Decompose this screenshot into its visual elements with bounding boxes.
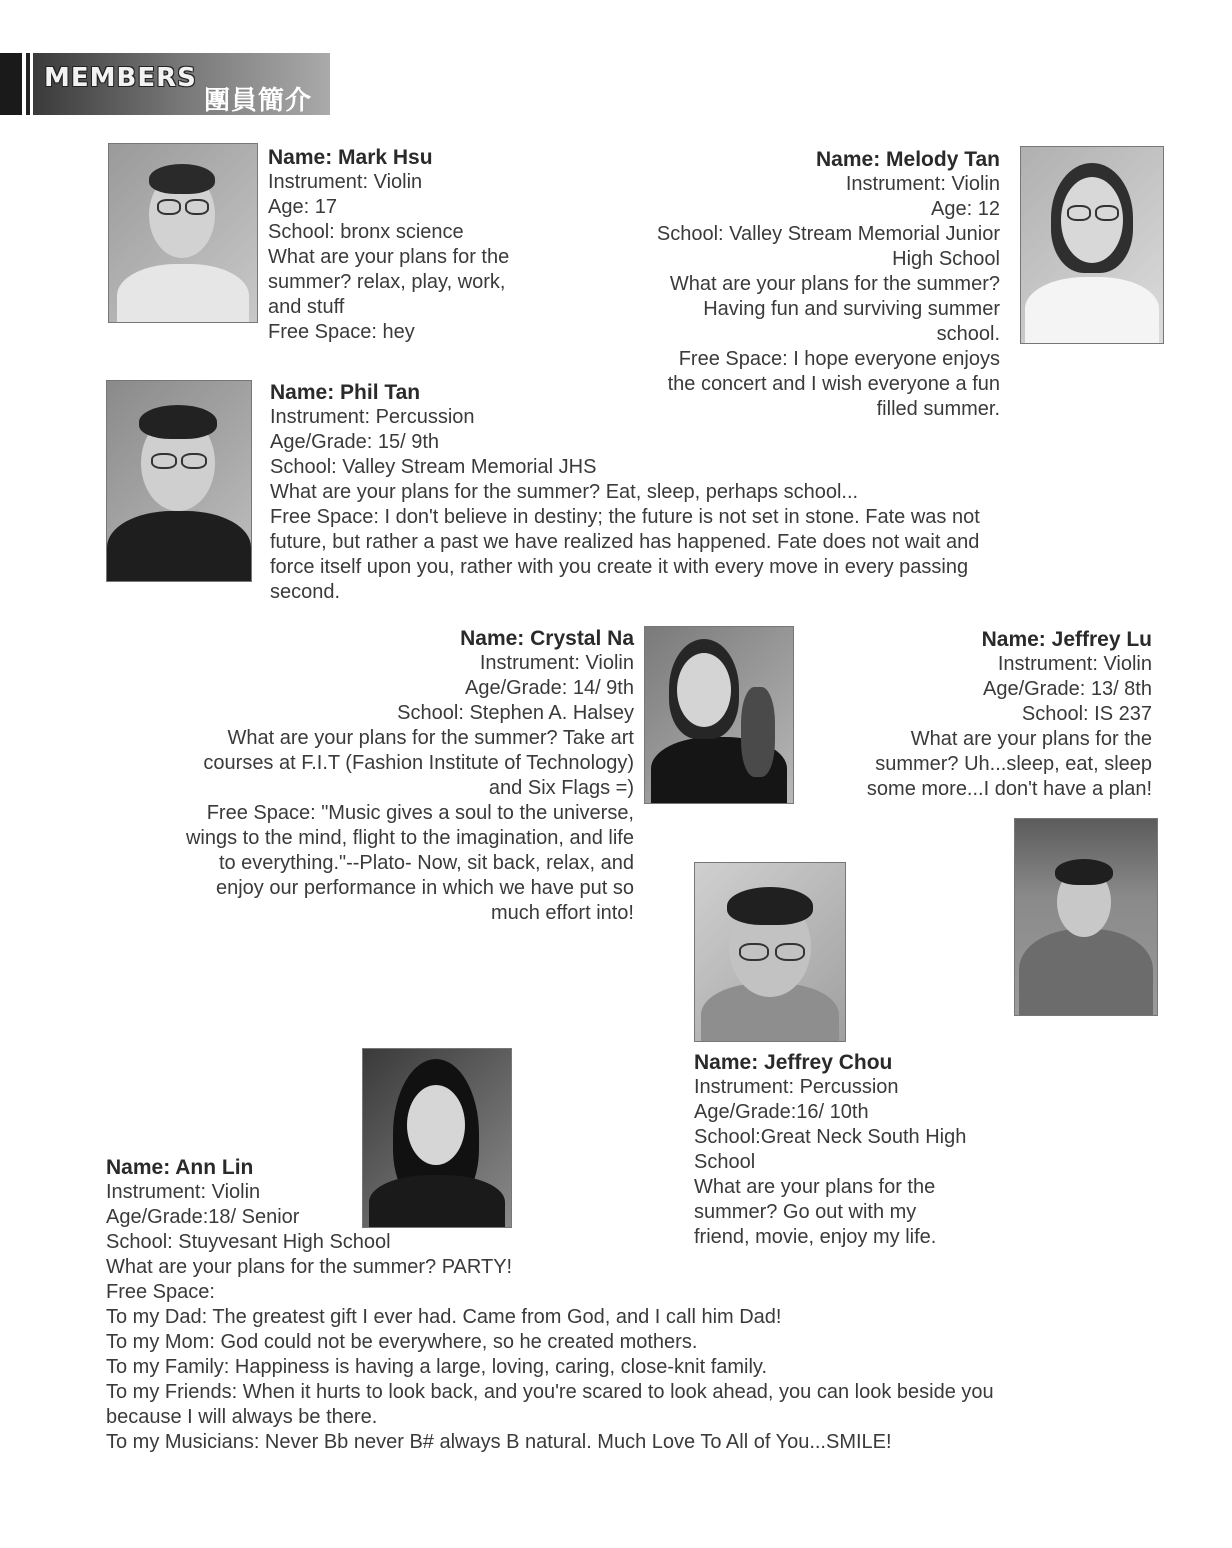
bio-line: School: Stephen A. Halsey [397, 702, 634, 724]
bio-line: What are your plans for the [694, 1176, 936, 1198]
bio-line: summer? relax, play, work, [268, 271, 506, 293]
bio-line: School: Stuyvesant High School [106, 1231, 391, 1253]
bio-line: School: bronx science [268, 221, 464, 243]
bio-line: Instrument: Percussion [270, 406, 475, 428]
member-name: Name: Jeffrey Lu [981, 628, 1152, 651]
photo-mark-hsu [108, 143, 258, 323]
bio-line: What are your plans for the summer? Take art [227, 727, 634, 749]
bio-line: School: IS 237 [1021, 703, 1152, 725]
bio-line: force itself upon you, rather with you create it with every move in every passing [270, 556, 969, 578]
bio-line: What are your plans for the [910, 728, 1152, 750]
member-name: Name: Phil Tan [270, 381, 421, 404]
bio-line: What are your plans for the summer? Eat, sleep, perhaps school... [270, 481, 859, 503]
member-name: Name: Crystal Na [460, 627, 634, 650]
photo-jeffrey-lu [1014, 818, 1158, 1016]
bio-line: Instrument: Violin [268, 171, 423, 193]
bio-line: and Six Flags =) [488, 777, 634, 799]
bio-line: Having fun and surviving summer [703, 298, 1000, 320]
bio-line: Instrument: Percussion [694, 1076, 899, 1098]
member-name: Name: Ann Lin [106, 1156, 254, 1179]
bio-line: Free Space: [106, 1281, 215, 1303]
bio-line: and stuff [268, 296, 345, 318]
bio-line: filled summer. [876, 398, 1000, 420]
bio-line: To my Dad: The greatest gift I ever had. Came from God, and I call him Dad! [106, 1306, 782, 1328]
bio-line: the concert and I wish everyone a fun [667, 373, 1000, 395]
bio-line: summer? Go out with my [694, 1201, 917, 1223]
bio-line: future, but rather a past we have realized has happened. Fate does not wait and [270, 531, 980, 553]
bio-line: Free Space: hey [268, 321, 415, 343]
bio-line: second. [270, 581, 341, 603]
bio-line: Age: 12 [931, 198, 1000, 220]
bio-line: To my Musicians: Never Bb never B# always B natural. Much Love To All of You...SMILE! [106, 1431, 892, 1453]
photo-melody-tan [1020, 146, 1164, 344]
section-title-en: MEMBERS [44, 63, 197, 93]
bio-line: To my Friends: When it hurts to look back, and you're scared to look ahead, you can look beside you [106, 1381, 994, 1403]
bio-line: What are your plans for the summer? [669, 273, 1000, 295]
bio-line: to everything."--Plato- Now, sit back, relax, and [218, 852, 634, 874]
bio-line: Free Space: I hope everyone enjoys [678, 348, 1000, 370]
section-title-zh: 團員簡介 [204, 86, 313, 116]
bio-line: courses at F.I.T (Fashion Institute of Technology) [203, 752, 634, 774]
bio-line: much effort into! [490, 902, 634, 924]
bio-line: School:Great Neck South High [694, 1126, 967, 1148]
bio-line: Age/Grade:18/ Senior [106, 1206, 300, 1228]
bio-line: What are your plans for the [268, 246, 510, 268]
member-name: Name: Jeffrey Chou [694, 1051, 893, 1074]
member-name: Name: Mark Hsu [268, 146, 433, 169]
bio-line: Age/Grade: 13/ 8th [982, 678, 1152, 700]
bio-line: Instrument: Violin [845, 173, 1000, 195]
bio-line: To my Mom: God could not be everywhere, so he created mothers. [106, 1331, 698, 1353]
bio-line: wings to the mind, flight to the imagination, and life [185, 827, 634, 849]
bio-line: friend, movie, enjoy my life. [694, 1226, 937, 1248]
bio-line: What are your plans for the summer? PARTY! [106, 1256, 513, 1278]
bio-line: School [694, 1151, 756, 1173]
bio-line: School: Valley Stream Memorial Junior [656, 223, 1000, 245]
photo-crystal-na [644, 626, 794, 804]
bio-line: because I will always be there. [106, 1406, 378, 1428]
bio-line: enjoy our performance in which we have put so [215, 877, 634, 899]
bio-line: Instrument: Violin [997, 653, 1152, 675]
bio-line: Free Space: "Music gives a soul to the universe, [206, 802, 634, 824]
bio-phil-tan [270, 380, 980, 605]
bio-line: some more...I don't have a plan! [866, 778, 1152, 800]
bio-line: Instrument: Violin [479, 652, 634, 674]
bio-line: School: Valley Stream Memorial JHS [270, 456, 597, 478]
bio-line: Age: 17 [268, 196, 337, 218]
member-name: Name: Melody Tan [816, 148, 1000, 171]
bio-line: summer? Uh...sleep, eat, sleep [875, 753, 1152, 775]
bio-line: Age/Grade:16/ 10th [694, 1101, 869, 1123]
bio-mark-hsu [268, 145, 509, 345]
bio-crystal-na [186, 626, 634, 926]
bio-jeffrey-lu [867, 627, 1152, 802]
bio-line: High School [892, 248, 1000, 270]
bio-line: Age/Grade: 14/ 9th [464, 677, 634, 699]
photo-phil-tan [106, 380, 252, 582]
bio-line: To my Family: Happiness is having a large, loving, caring, close-knit family. [106, 1356, 767, 1378]
bio-line: Free Space: I don't believe in destiny; the future is not set in stone. Fate was not [270, 506, 980, 528]
bio-line: Age/Grade: 15/ 9th [270, 431, 440, 453]
bio-ann-lin [106, 1155, 994, 1455]
photo-jeffrey-chou [694, 862, 846, 1042]
bio-line: Instrument: Violin [106, 1181, 261, 1203]
bio-line: school. [936, 323, 1000, 345]
